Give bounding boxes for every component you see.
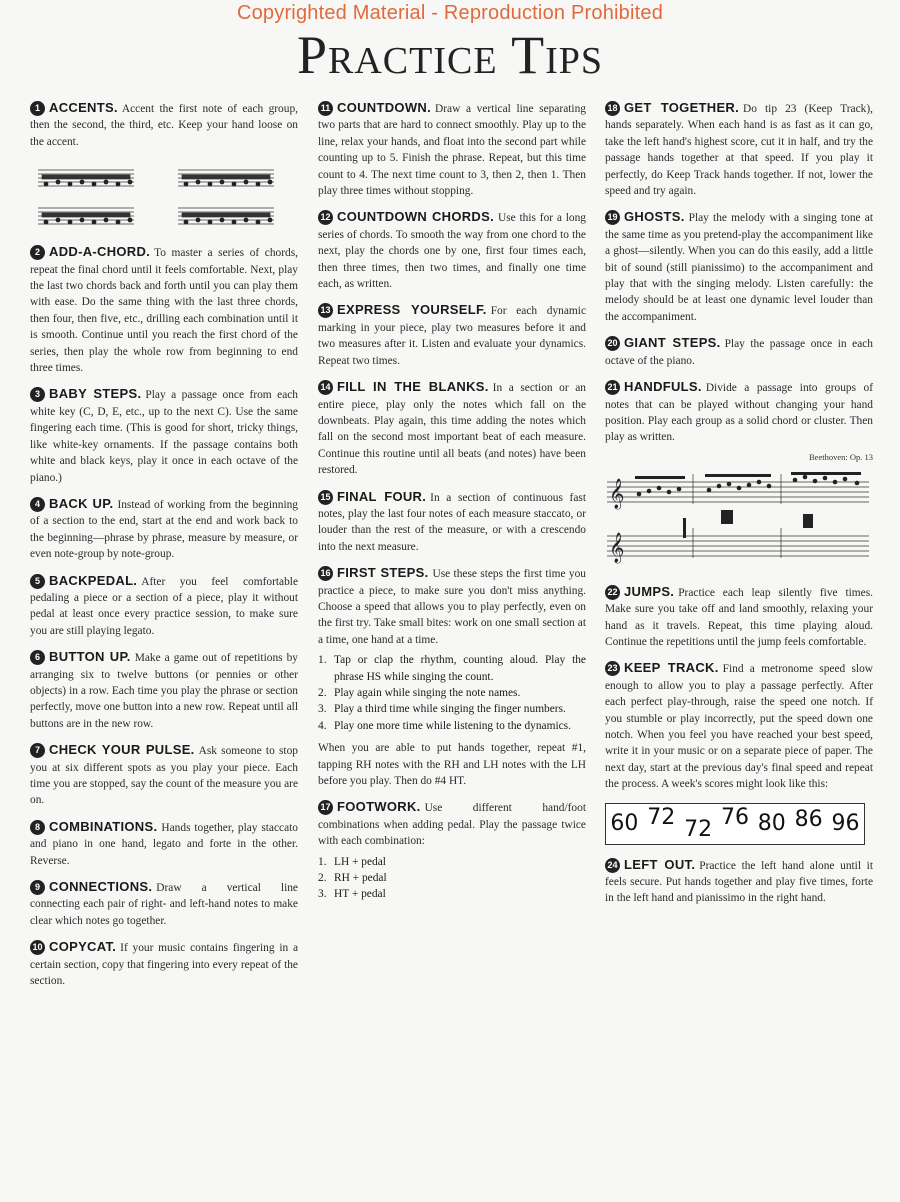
tip-number-badge: 14 [318, 380, 333, 395]
tip-number-badge: 18 [605, 101, 620, 116]
list-item: 2. Play again while singing the note names. [318, 687, 521, 699]
tip-heading: BABY STEPS. [49, 386, 142, 402]
list-item: 1. LH + pedal [318, 855, 386, 868]
tip-back-up [30, 496, 298, 563]
tip-heading: CHECK YOUR PULSE. [49, 742, 195, 758]
tip-body: After you feel comfortable pedaling a piece or a section of a piece, play it without pedal at least once every practice session, to make sure you are still playing legato. [30, 575, 298, 637]
tip-body: Accent the first note of each group, then the second, the third, etc. Keep your hand loose on the accent. [30, 103, 298, 148]
tip-check-your-pulse [30, 742, 298, 809]
tip-backpedal [30, 573, 298, 640]
column-1 [30, 100, 298, 999]
tip-heading: LEFT OUT. [624, 856, 696, 872]
list-item: 1. Tap or clap the rhythm, counting aloud. Play the phrase HS while singing the count. [318, 654, 586, 683]
tip-body: Hands together, play staccato and piano in one hand, legato and forte in the other. Reverse. [30, 821, 298, 867]
tip-body: Play the passage once in each octave of the piano. [605, 338, 874, 367]
list-item: 3. Play a third time while singing the finger numbers. [318, 703, 566, 716]
copyright-watermark: Copyrighted Material - Reproduction Prohibited [236, 2, 664, 24]
music-notation-icon [30, 160, 290, 236]
tip-body: To master a series of chords, repeat the final chord until it feels comfortable. Next, play the last two chords back and forth until you can play them with ease. Do the same thing with the last three chords, then four, then five, etc., drilling each combination until it is smooth. Continue until you reach the first chord of the series, then play the whole row from beginning to end three times. [30, 247, 298, 375]
tip-body: Instead of working from the beginning of a section to the end, start at the end and work back to the beginning—phrase by phrase, measure by measure, or even note-group by note-group. [30, 498, 298, 561]
tip-number-badge: 23 [605, 661, 620, 676]
tip-copycat [30, 939, 298, 989]
tip-heading: FILL IN THE BLANKS. [337, 379, 489, 395]
tip-heading: CONNECTIONS. [49, 879, 153, 895]
score-value: 76 [720, 805, 749, 831]
tip-number-badge: 3 [30, 387, 45, 402]
tip-fill-in-the-blanks [318, 379, 586, 478]
tip-body: Use different hand/foot combinations when adding pedal. Play the passage twice with each combination: [318, 802, 586, 848]
score-value: 80 [757, 811, 786, 837]
page-title: Practice Tips [296, 25, 604, 85]
tip-heading: HANDFULS. [624, 379, 702, 395]
tip-body: In a section or an entire piece, play only the notes which fall on the downbeats. Play again, this time adding the notes which fall on the second most important beat of each measure. Continue this routine until all beats (and notes) have been restored. [318, 382, 586, 477]
tip-button-up [30, 649, 298, 732]
tip-final-four [318, 489, 586, 556]
tip-jumps [605, 584, 873, 651]
tip-heading: FIRST STEPS. [337, 565, 429, 581]
tip-express-yourself [318, 302, 586, 369]
tip-number-badge: 20 [605, 336, 620, 351]
list-item: 3. HT + pedal [318, 888, 386, 901]
tip-number-badge: 5 [30, 574, 45, 589]
tip-body: If your music contains fingering in a certain section, copy that fingering into every repeat of the section. [30, 942, 298, 988]
tip-heading: ACCENTS. [49, 100, 118, 115]
tip-heading: COPYCAT. [49, 939, 117, 955]
tip-left-out [605, 857, 873, 907]
tip-ghosts [605, 209, 873, 325]
tip-heading: ADD-A-CHORD. [49, 244, 151, 260]
accents-music-examples [30, 160, 298, 236]
tip-body: Ask someone to stop you at six different spots as you play your piece. Each time you are stopped, say the count of the measure you are on. [30, 745, 298, 807]
tip-number-badge: 6 [30, 650, 45, 665]
tip-body: Find a metronome speed slow enough to allow you to play a passage perfectly. After each perfect play-through, raise the speed one notch. If you stumble or play incorrectly, put the speed down one notch. When you feel you have reached your best speed, write it in your music or on a separate piece of paper. The next day, start at the previous day's final speed and repeat the process. A week's scores might look like this: [605, 663, 874, 791]
tip-number-badge: 24 [605, 858, 620, 873]
tip-heading: GIANT STEPS. [624, 335, 721, 351]
svg-text:𝄞: 𝄞 [609, 478, 625, 509]
first-steps-followup: When you are able to put hands together, repeat #1, tapping RH notes with the RH and LH notes with the LH before you play. Then do #4 HT. [318, 742, 586, 788]
tip-heading: BACK UP. [49, 495, 114, 511]
tip-number-badge: 17 [318, 800, 333, 815]
svg-text:𝄞: 𝄞 [609, 532, 625, 563]
tip-number-badge: 16 [318, 566, 333, 581]
tip-body: For each dynamic marking in your piece, play two measures before it and two measures after it. Listen and evaluate your dynamics. Repeat two times. [318, 305, 586, 367]
first-steps-list [318, 652, 586, 734]
tip-countdown [318, 100, 586, 199]
music-notation-icon [605, 464, 871, 576]
tip-first-steps [318, 565, 586, 789]
tip-body: Play the melody with a singing tone at the same time as you pretend-play the accompaniment like a ghost—silently. When you can do this easily, add a little bit of sound (still pianissimo) to the accompaniment and play that with the singing melody. Listen carefully: the melody should be at least one dynamic level louder than the accompaniment. [605, 212, 873, 323]
tip-body: Practice each leap silently five times. Make sure you take off and land smoothly, relaxing your hand as it travels. Repeat, this time playing aloud. Continue the repetitions until the jump feels comfortable. [605, 586, 873, 648]
tip-baby-steps [30, 386, 298, 485]
tip-heading: BACKPEDAL. [49, 572, 138, 588]
score-value: 72 [684, 817, 713, 843]
tip-body: In a section of continuous fast notes, play the last four notes of each measure staccato, or louder than the rest of the measure, or with a crescendo into the next measure. [318, 491, 586, 553]
tip-heading: COUNTDOWN. [337, 100, 431, 115]
tip-number-badge: 22 [605, 585, 620, 600]
tip-number-badge: 1 [30, 101, 45, 116]
tip-heading: BUTTON UP. [49, 649, 131, 665]
tip-keep-track [605, 660, 873, 792]
tip-number-badge: 15 [318, 490, 333, 505]
tip-body: Use these steps the first time you practice a piece, to make sure you don't miss anything. Choose a speed that allows you to play perfectly, even on the first try. Take small bites: work on one small section at a time, one hand at a time. [318, 568, 586, 646]
tip-heading: FINAL FOUR. [337, 488, 427, 504]
tip-number-badge: 7 [30, 743, 45, 758]
tip-countdown-chords [318, 209, 586, 292]
tip-body: Make a game out of repetitions by arranging six to twelve buttons (or pennies or other objects) in a row. Each time you play the phrase or section perfectly, move one button into a new row. Repeat until all buttons are in the new row. [30, 652, 298, 730]
tip-heading: GET TOGETHER. [624, 100, 740, 115]
score-value: 96 [831, 811, 860, 837]
tip-body: Practice the left hand alone until it feels secure. Put hands together and play five times, forte in the left hand and pianissimo in the right hand. [605, 859, 873, 905]
tip-body: Draw a vertical line separating two parts that are hard to connect smoothly. Play up to the line, relax your hands, and float into the second part while counting up to 5. Finish the phrase. Repeat, but this time count to 4. The next time count to 3, then 2, then 1. Then play three times without stopping. [318, 103, 586, 198]
score-value: 86 [794, 807, 823, 833]
score-value: 72 [647, 805, 676, 831]
tip-heading: COUNTDOWN CHORDS. [337, 209, 494, 225]
tip-number-badge: 8 [30, 820, 45, 835]
tip-giant-steps [605, 335, 873, 369]
column-3 [605, 100, 873, 917]
metronome-scores-box [605, 803, 865, 845]
tip-heading: GHOSTS. [624, 209, 685, 225]
handfuls-music-example [605, 464, 873, 576]
composer-credit: Beethoven: Op. 13 [809, 451, 873, 462]
tip-heading: EXPRESS YOURSELF. [337, 302, 487, 318]
tip-number-badge: 19 [605, 210, 620, 225]
tip-heading: FOOTWORK. [337, 799, 421, 815]
tip-accents [30, 100, 298, 150]
list-item: 4. Play one more time while listening to the dynamics. [318, 719, 571, 732]
tip-get-together [605, 100, 873, 199]
tip-number-badge: 13 [318, 303, 333, 318]
tip-heading: COMBINATIONS. [49, 818, 158, 834]
tip-connections [30, 879, 298, 929]
tip-heading: JUMPS. [624, 583, 675, 599]
tip-body: Divide a passage into groups of notes that can be played without changing your hand position. Play each group as a solid chord or cluster. Then play as written. [605, 382, 873, 444]
tip-number-badge: 11 [318, 101, 333, 116]
tip-number-badge: 2 [30, 245, 45, 260]
score-value: 60 [610, 811, 639, 837]
tip-handfuls [605, 379, 873, 446]
tip-number-badge: 21 [605, 380, 620, 395]
tip-number-badge: 9 [30, 880, 45, 895]
tip-body: Use this for a long series of chords. To smooth the way from one chord to the next, play the chords one by one, first four times each, then three times, then two times, and finally one time each, as written. [318, 212, 586, 291]
tip-number-badge: 4 [30, 497, 45, 512]
tip-number-badge: 12 [318, 210, 333, 225]
list-item: 2. RH + pedal [318, 872, 387, 885]
footwork-list [318, 854, 586, 903]
tip-body: Play a passage once from each white key (C, D, E, etc., up to the next C). Use the same fingering each time. (This is good for short, tricky things, like white-key ornaments. If the passage contains both white and black keys, play it once in each octave of the piano.) [30, 389, 299, 484]
tip-number-badge: 10 [30, 940, 45, 955]
tip-add-a-chord [30, 244, 298, 376]
tip-footwork [318, 799, 586, 902]
tip-combinations [30, 819, 298, 869]
column-2 [318, 100, 586, 913]
tip-heading: KEEP TRACK. [624, 660, 719, 676]
tip-body: Do tip 23 (Keep Track), hands separately. When each hand is as fast as it can go, take the left hand's highest score, cut it in half, and try the passage hands together at that speed. If you play it perfectly, do Keep Track hands together. If not, lower the speed and try again. [605, 103, 873, 198]
tip-body: Draw a vertical line connecting each pair of right- and left-hand notes to make clear which notes go together. [30, 882, 298, 927]
